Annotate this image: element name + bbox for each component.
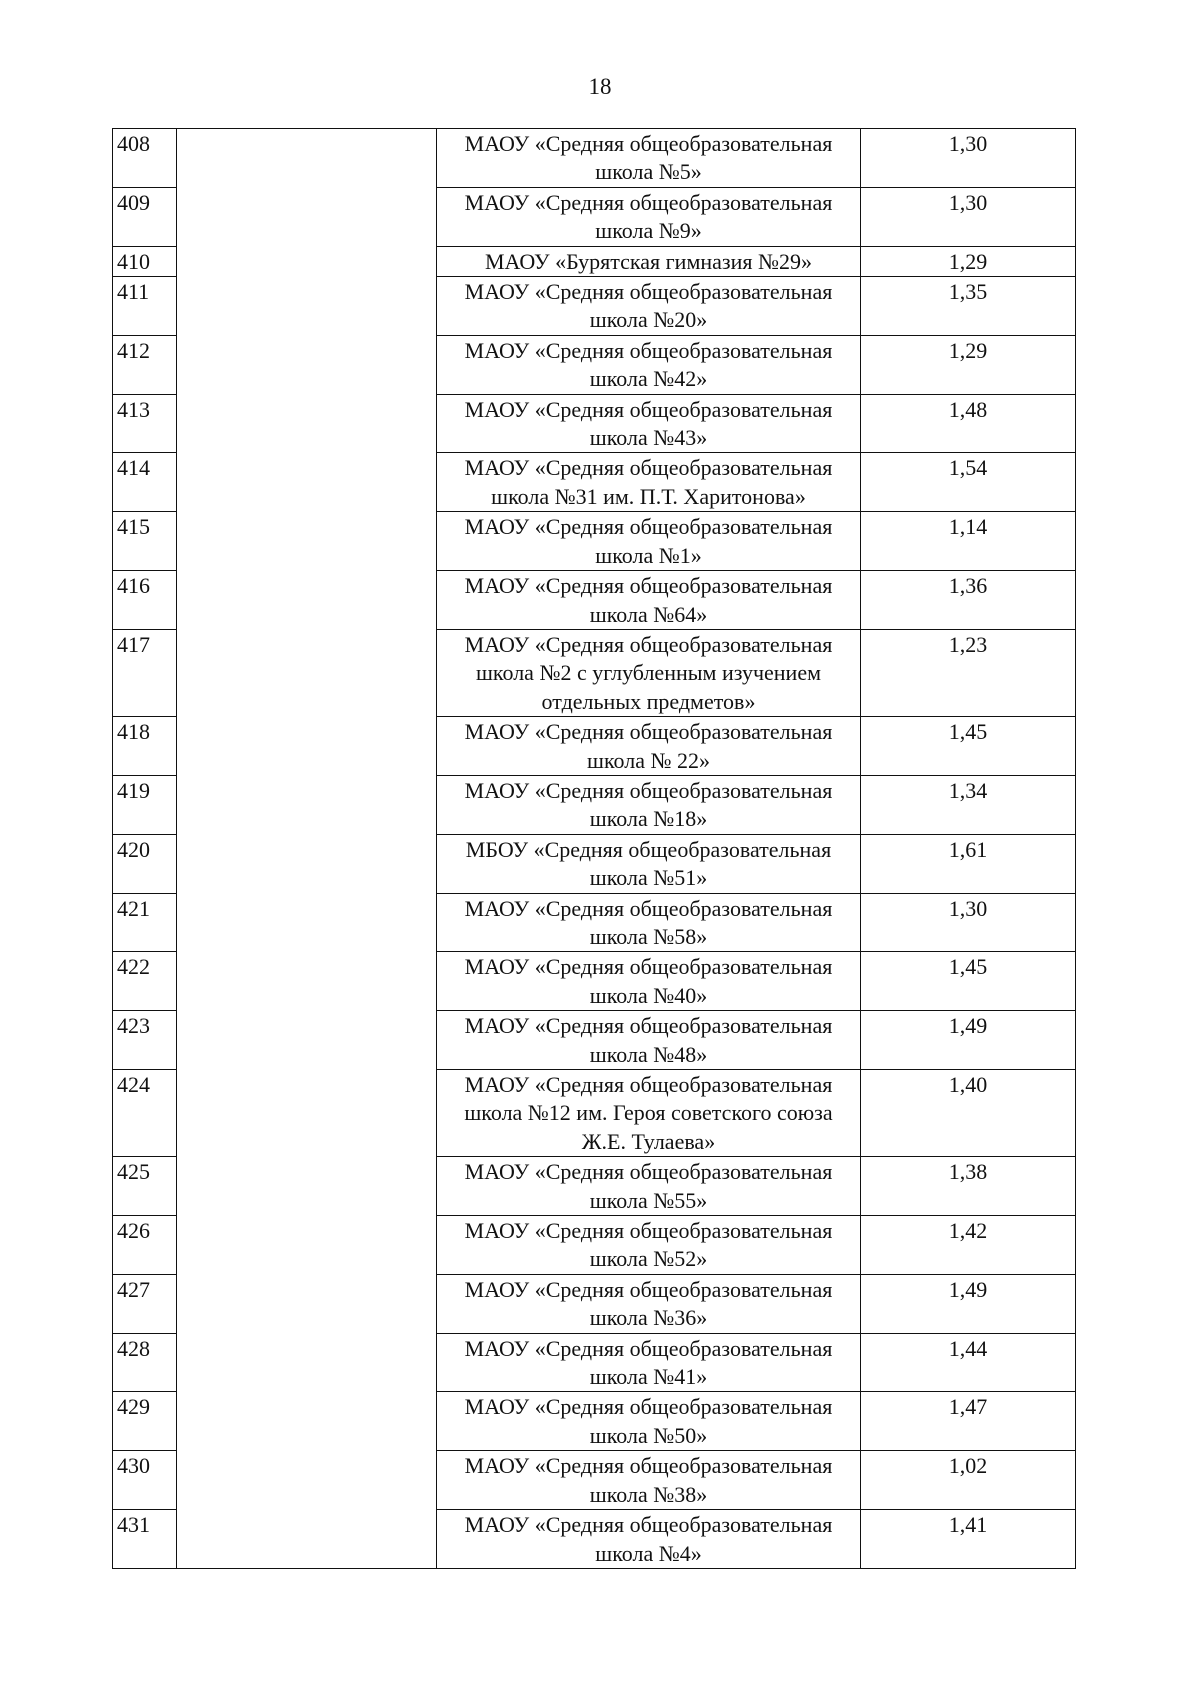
row-number: 422 bbox=[113, 952, 177, 1011]
school-name: МАОУ «Средняя общеобразовательная школа №40» bbox=[437, 952, 861, 1011]
school-name: МАОУ «Средняя общеобразовательная школа №38» bbox=[437, 1451, 861, 1510]
row-number: 412 bbox=[113, 335, 177, 394]
row-number: 423 bbox=[113, 1011, 177, 1070]
row-number: 417 bbox=[113, 629, 177, 716]
school-name: МАОУ «Средняя общеобразовательная школа №2 с углубленным изучением отдельных предметов» bbox=[437, 629, 861, 716]
school-name: МАОУ «Средняя общеобразовательная школа №55» bbox=[437, 1157, 861, 1216]
row-number: 430 bbox=[113, 1451, 177, 1510]
school-name: МАОУ «Бурятская гимназия №29» bbox=[437, 246, 861, 276]
row-number: 429 bbox=[113, 1392, 177, 1451]
coefficient-value: 1,29 bbox=[861, 335, 1076, 394]
row-number: 410 bbox=[113, 246, 177, 276]
row-number: 425 bbox=[113, 1157, 177, 1216]
coefficient-value: 1,40 bbox=[861, 1070, 1076, 1157]
coefficient-value: 1,34 bbox=[861, 775, 1076, 834]
coefficient-value: 1,49 bbox=[861, 1274, 1076, 1333]
coefficient-value: 1,29 bbox=[861, 246, 1076, 276]
coefficient-value: 1,49 bbox=[861, 1011, 1076, 1070]
table-row bbox=[113, 129, 1076, 188]
coefficient-value: 1,38 bbox=[861, 1157, 1076, 1216]
coefficient-value: 1,42 bbox=[861, 1216, 1076, 1275]
school-name: МАОУ «Средняя общеобразовательная школа №20» bbox=[437, 277, 861, 336]
table-body bbox=[113, 129, 1076, 1569]
school-name: МАОУ «Средняя общеобразовательная школа №64» bbox=[437, 571, 861, 630]
school-name: МАОУ «Средняя общеобразовательная школа №58» bbox=[437, 893, 861, 952]
school-name: МБОУ «Средняя общеобразовательная школа №51» bbox=[437, 834, 861, 893]
coefficient-value: 1,35 bbox=[861, 277, 1076, 336]
school-name: МАОУ «Средняя общеобразовательная школа №41» bbox=[437, 1333, 861, 1392]
page-number: 18 bbox=[588, 74, 612, 99]
school-name: МАОУ «Средняя общеобразовательная школа №4» bbox=[437, 1510, 861, 1569]
row-number: 409 bbox=[113, 187, 177, 246]
row-number: 416 bbox=[113, 571, 177, 630]
coefficient-value: 1,30 bbox=[861, 129, 1076, 188]
coefficient-value: 1,45 bbox=[861, 717, 1076, 776]
school-name: МАОУ «Средняя общеобразовательная школа №18» bbox=[437, 775, 861, 834]
school-name: МАОУ «Средняя общеобразовательная школа №1» bbox=[437, 512, 861, 571]
coefficient-value: 1,30 bbox=[861, 893, 1076, 952]
row-number: 415 bbox=[113, 512, 177, 571]
school-name: МАОУ «Средняя общеобразовательная школа №9» bbox=[437, 187, 861, 246]
coefficient-value: 1,23 bbox=[861, 629, 1076, 716]
school-name: МАОУ «Средняя общеобразовательная школа №50» bbox=[437, 1392, 861, 1451]
row-number: 431 bbox=[113, 1510, 177, 1569]
row-number: 411 bbox=[113, 277, 177, 336]
schools-table bbox=[112, 128, 1076, 1569]
coefficient-value: 1,41 bbox=[861, 1510, 1076, 1569]
row-number: 414 bbox=[113, 453, 177, 512]
row-number: 427 bbox=[113, 1274, 177, 1333]
row-number: 428 bbox=[113, 1333, 177, 1392]
coefficient-value: 1,61 bbox=[861, 834, 1076, 893]
merged-empty-cell bbox=[177, 129, 437, 1569]
school-name: МАОУ «Средняя общеобразовательная школа №48» bbox=[437, 1011, 861, 1070]
coefficient-value: 1,48 bbox=[861, 394, 1076, 453]
coefficient-value: 1,02 bbox=[861, 1451, 1076, 1510]
coefficient-value: 1,36 bbox=[861, 571, 1076, 630]
coefficient-value: 1,54 bbox=[861, 453, 1076, 512]
school-name: МАОУ «Средняя общеобразовательная школа № 22» bbox=[437, 717, 861, 776]
coefficient-value: 1,14 bbox=[861, 512, 1076, 571]
row-number: 420 bbox=[113, 834, 177, 893]
row-number: 408 bbox=[113, 129, 177, 188]
school-name: МАОУ «Средняя общеобразовательная школа №5» bbox=[437, 129, 861, 188]
row-number: 426 bbox=[113, 1216, 177, 1275]
school-name: МАОУ «Средняя общеобразовательная школа №52» bbox=[437, 1216, 861, 1275]
school-name: МАОУ «Средняя общеобразовательная школа №12 им. Героя советского союза Ж.Е. Тулаева» bbox=[437, 1070, 861, 1157]
coefficient-value: 1,30 bbox=[861, 187, 1076, 246]
coefficient-value: 1,44 bbox=[861, 1333, 1076, 1392]
row-number: 421 bbox=[113, 893, 177, 952]
row-number: 424 bbox=[113, 1070, 177, 1157]
school-name: МАОУ «Средняя общеобразовательная школа №36» bbox=[437, 1274, 861, 1333]
school-name: МАОУ «Средняя общеобразовательная школа №42» bbox=[437, 335, 861, 394]
coefficient-value: 1,45 bbox=[861, 952, 1076, 1011]
school-name: МАОУ «Средняя общеобразовательная школа №43» bbox=[437, 394, 861, 453]
row-number: 413 bbox=[113, 394, 177, 453]
school-name: МАОУ «Средняя общеобразовательная школа №31 им. П.Т. Харитонова» bbox=[437, 453, 861, 512]
row-number: 418 bbox=[113, 717, 177, 776]
row-number: 419 bbox=[113, 775, 177, 834]
coefficient-value: 1,47 bbox=[861, 1392, 1076, 1451]
